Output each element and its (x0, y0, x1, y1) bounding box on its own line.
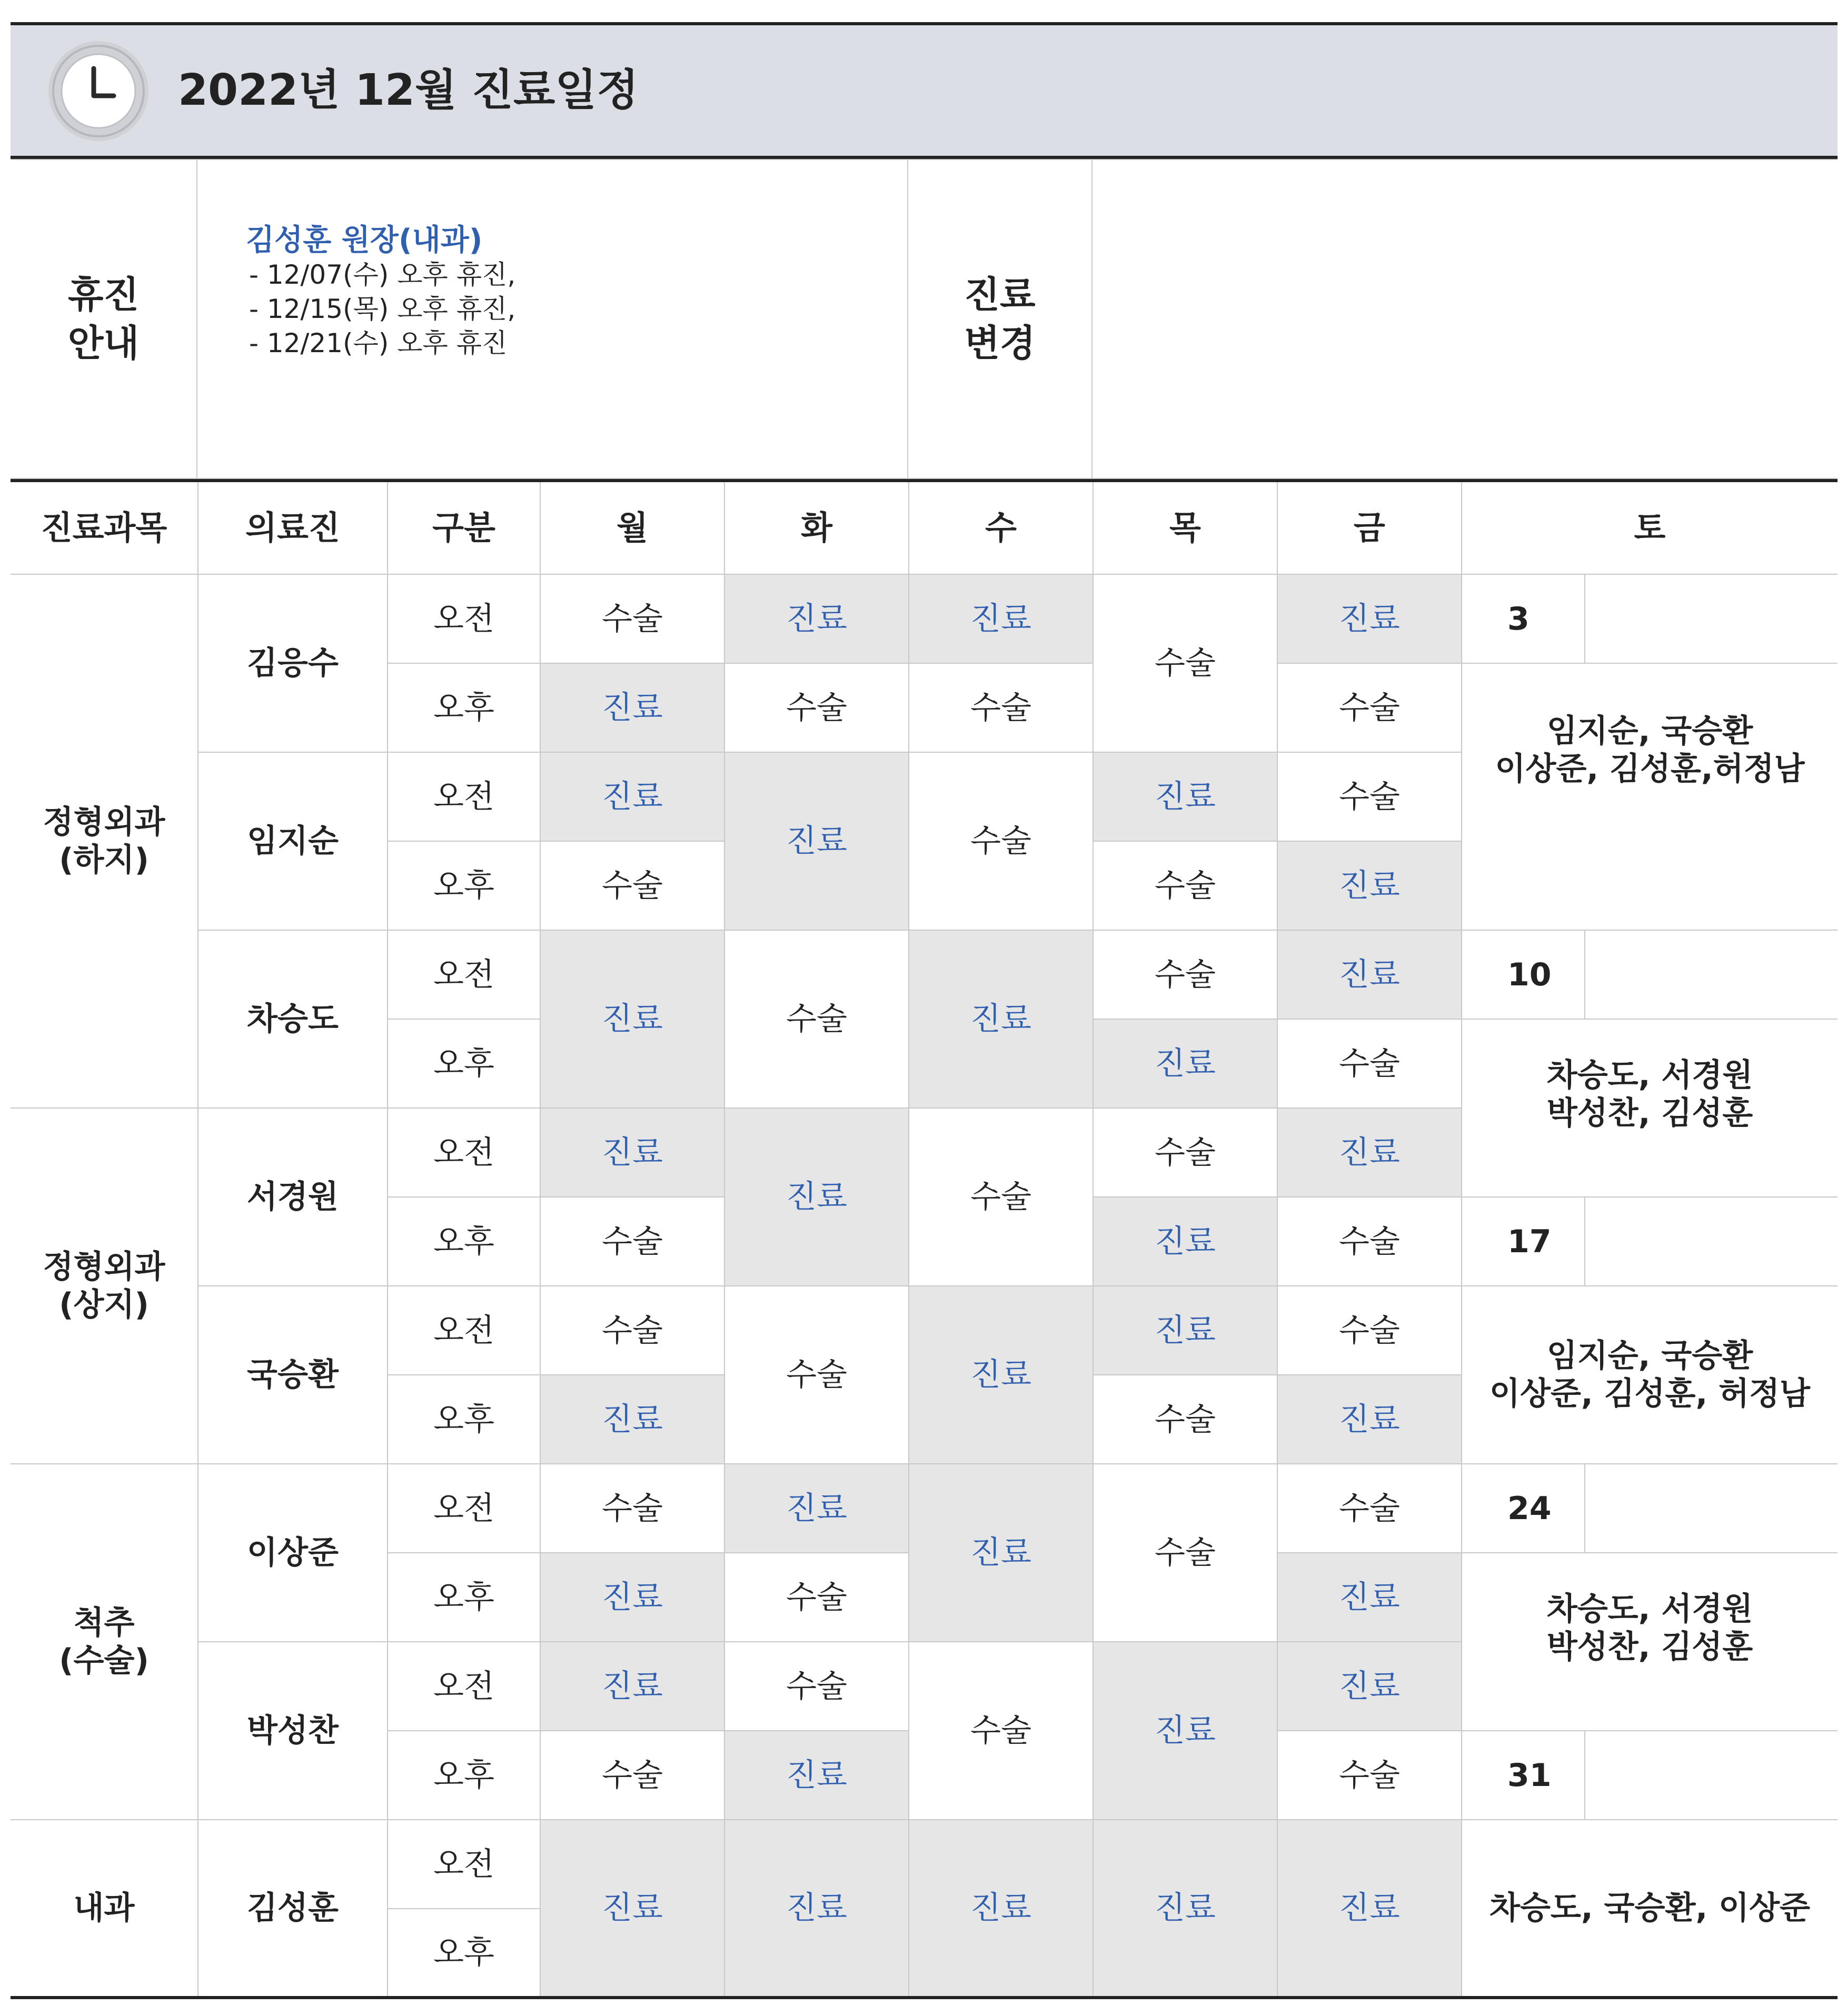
col-header-wed: 수 (909, 481, 1093, 574)
schedule-cell: 진료 (724, 1108, 909, 1286)
saturday-date: 17 (1462, 1197, 1585, 1286)
session-am: 오전 (388, 1642, 540, 1731)
clock-icon (48, 41, 148, 141)
schedule-cell: 수술 (724, 930, 909, 1108)
doctor-name: 박성찬 (198, 1642, 388, 1820)
schedule-cell: 진료 (1093, 1019, 1277, 1108)
session-am: 오전 (388, 1464, 540, 1553)
col-header-sat: 토 (1462, 481, 1838, 574)
session-am: 오전 (388, 1820, 540, 1909)
schedule-cell: 진료 (1093, 1286, 1277, 1375)
schedule-cell: 진료 (1277, 1375, 1462, 1464)
doctor-name: 이상준 (198, 1464, 388, 1642)
schedule-cell: 수술 (909, 1108, 1093, 1286)
session-pm: 오후 (388, 663, 540, 752)
schedule-cell: 진료 (1277, 1553, 1462, 1642)
page-header (11, 22, 1838, 159)
doctor-name: 김응수 (198, 574, 388, 752)
schedule-cell: 진료 (909, 574, 1093, 663)
schedule-cell: 수술 (909, 663, 1093, 752)
change-notice (1092, 159, 1838, 478)
col-header-thu: 목 (1093, 481, 1277, 574)
session-am: 오전 (388, 930, 540, 1019)
schedule-cell: 수술 (909, 1642, 1093, 1820)
department-ortho-lower: 정형외과 (하지) (11, 574, 198, 1108)
session-pm: 오후 (388, 1553, 540, 1642)
saturday-staff: 임지순, 국승환 이상준, 김성훈, 허정남 (1462, 1286, 1838, 1464)
schedule-cell: 수술 (1277, 1197, 1462, 1286)
schedule-cell: 진료 (1277, 841, 1462, 930)
department-ortho-upper: 정형외과 (상지) (11, 1108, 198, 1464)
table-row (11, 1464, 1838, 1553)
session-pm: 오후 (388, 1375, 540, 1464)
schedule-cell: 수술 (1093, 930, 1277, 1019)
schedule-cell: 진료 (540, 930, 724, 1108)
schedule-cell: 진료 (1277, 574, 1462, 663)
col-header-tue: 화 (724, 481, 909, 574)
schedule-cell: 수술 (1093, 841, 1277, 930)
notice-table (11, 159, 1838, 479)
schedule-cell: 수술 (540, 1286, 724, 1375)
session-am: 오전 (388, 752, 540, 841)
closure-notice-line: - 12/07(수) 오후 휴진, (249, 260, 516, 290)
change-label: 진료 변경 (908, 159, 1092, 478)
schedule-cell: 수술 (724, 663, 909, 752)
schedule-cell: 진료 (724, 1731, 909, 1820)
saturday-date: 3 (1462, 574, 1585, 663)
col-header-doctor: 의료진 (198, 481, 388, 574)
closure-notice-line: - 12/15(목) 오후 휴진, (249, 294, 516, 324)
schedule-cell: 진료 (724, 1820, 909, 1998)
schedule-cell: 수술 (1277, 1731, 1462, 1820)
schedule-cell: 수술 (909, 752, 1093, 930)
schedule-cell: 수술 (724, 1286, 909, 1464)
schedule-cell: 진료 (1093, 1642, 1277, 1820)
saturday-staff: 임지순, 국승환 이상준, 김성훈,허정남 (1462, 663, 1838, 930)
doctor-name: 임지순 (198, 752, 388, 930)
session-pm: 오후 (388, 1909, 540, 1998)
schedule-cell: 수술 (1093, 1108, 1277, 1197)
schedule-cell: 수술 (1093, 1375, 1277, 1464)
schedule-cell: 진료 (540, 752, 724, 841)
schedule-cell: 진료 (540, 1820, 724, 1998)
schedule-cell: 수술 (540, 574, 724, 663)
schedule-cell: 수술 (540, 1731, 724, 1820)
table-row (11, 1820, 1838, 1909)
session-am: 오전 (388, 1108, 540, 1197)
schedule-cell: 진료 (909, 930, 1093, 1108)
doctor-name: 김성훈 (198, 1820, 388, 1998)
saturday-date: 31 (1462, 1731, 1585, 1820)
saturday-staff: 차승도, 서경원 박성찬, 김성훈 (1462, 1553, 1838, 1731)
saturday-staff: 차승도, 국승환, 이상준 (1462, 1820, 1838, 1998)
schedule-table (11, 479, 1838, 1999)
schedule-cell: 진료 (909, 1464, 1093, 1642)
schedule-cell: 진료 (540, 1642, 724, 1731)
col-header-session: 구분 (388, 481, 540, 574)
schedule-cell: 수술 (540, 841, 724, 930)
saturday-date: 10 (1462, 930, 1585, 1019)
schedule-cell: 진료 (1093, 1820, 1277, 1998)
department-spine: 척추 (수술) (11, 1464, 198, 1820)
schedule-cell: 진료 (540, 663, 724, 752)
schedule-cell: 진료 (1277, 1820, 1462, 1998)
schedule-cell: 진료 (540, 1553, 724, 1642)
page-title: 2022년 12월 진료일정 (178, 65, 639, 115)
doctor-name: 국승환 (198, 1286, 388, 1464)
schedule-cell: 진료 (909, 1820, 1093, 1998)
schedule-cell: 진료 (724, 1464, 909, 1553)
schedule-cell: 수술 (540, 1464, 724, 1553)
saturday-staff: 차승도, 서경원 박성찬, 김성훈 (1462, 1019, 1838, 1197)
doctor-name: 서경원 (198, 1108, 388, 1286)
col-header-fri: 금 (1277, 481, 1462, 574)
department-internal: 내과 (11, 1820, 198, 1998)
closure-notice (197, 159, 908, 478)
session-am: 오전 (388, 1286, 540, 1375)
schedule-cell: 진료 (540, 1375, 724, 1464)
schedule-header-row (11, 481, 1838, 574)
schedule-cell: 진료 (909, 1286, 1093, 1464)
session-pm: 오후 (388, 1731, 540, 1820)
schedule-cell: 진료 (540, 1108, 724, 1197)
col-header-department: 진료과목 (11, 481, 198, 574)
closure-notice-doctor: 김성훈 원장(내과) (246, 223, 483, 257)
schedule-cell: 진료 (1093, 1197, 1277, 1286)
doctor-name: 차승도 (198, 930, 388, 1108)
session-pm: 오후 (388, 841, 540, 930)
schedule-cell: 진료 (724, 574, 909, 663)
schedule-cell: 수술 (540, 1197, 724, 1286)
schedule-cell: 진료 (724, 752, 909, 930)
session-pm: 오후 (388, 1197, 540, 1286)
schedule-cell: 수술 (1277, 1464, 1462, 1553)
session-am: 오전 (388, 574, 540, 663)
schedule-cell: 수술 (724, 1553, 909, 1642)
schedule-cell: 진료 (1277, 1642, 1462, 1731)
table-row (11, 1286, 1838, 1375)
schedule-cell: 수술 (724, 1642, 909, 1731)
schedule-cell: 수술 (1277, 1286, 1462, 1375)
schedule-cell: 수술 (1277, 752, 1462, 841)
closure-notice-line: - 12/21(수) 오후 휴진 (249, 328, 508, 358)
col-header-mon: 월 (540, 481, 724, 574)
closure-label: 휴진 안내 (11, 159, 197, 478)
schedule-cell: 진료 (1093, 752, 1277, 841)
saturday-date: 24 (1462, 1464, 1585, 1553)
schedule-cell: 수술 (1277, 663, 1462, 752)
schedule-cell: 진료 (1277, 1108, 1462, 1197)
table-row (11, 930, 1838, 1019)
schedule-cell: 수술 (1093, 1464, 1277, 1642)
schedule-cell: 수술 (1093, 574, 1277, 752)
schedule-cell: 진료 (1277, 930, 1462, 1019)
table-row (11, 574, 1838, 663)
session-pm: 오후 (388, 1019, 540, 1108)
schedule-cell: 수술 (1277, 1019, 1462, 1108)
